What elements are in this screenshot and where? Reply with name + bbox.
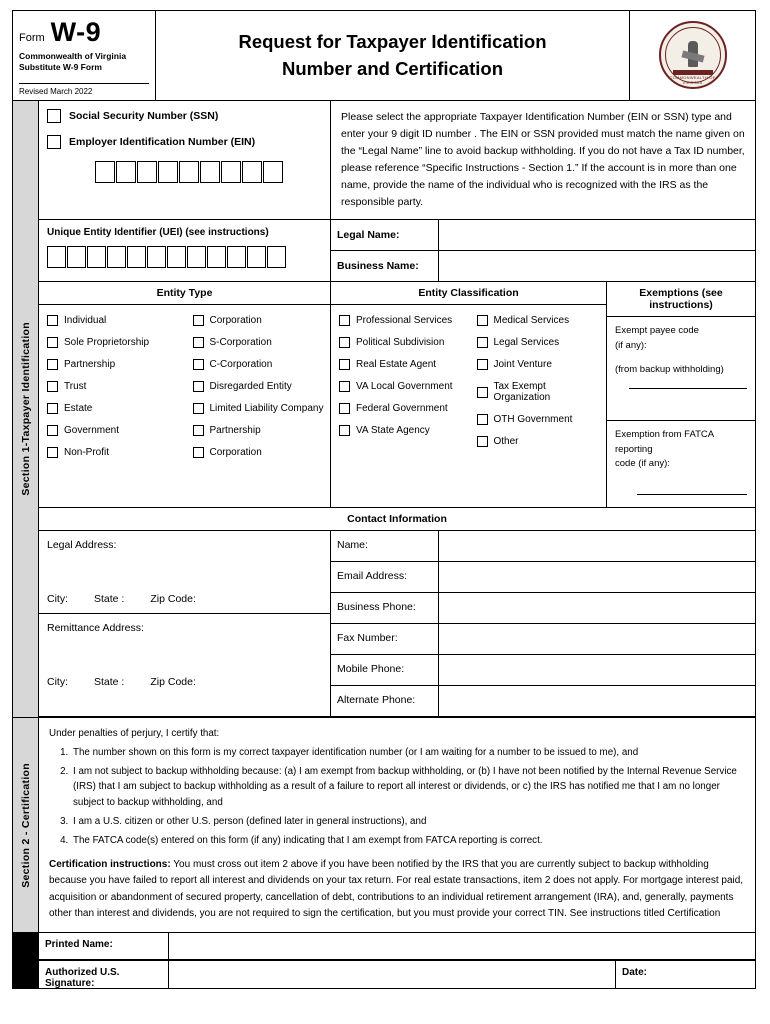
legal-address-field[interactable] xyxy=(39,531,330,589)
entity-class-label: Joint Venture xyxy=(493,359,552,371)
uei-digit-cell[interactable] xyxy=(127,246,146,268)
certification-text xyxy=(39,718,755,932)
certification-instructions-text: You must cross out item 2 above if you have been notified by the IRS that you are currently subject to backup withholding because you have failed to report all interest and dividends on your tax return. For real estate transactions, item 2 does not apply. For mortgage interest paid, acquisition or abandonment of secured property, cancellation of debt, contributions to an individual retirement arrangement (IRA), and, generally, payments other than interest and dividends, you are not required to sign the certification, but you must provide your correct TIN. See instructions titled Certification xyxy=(49,859,744,919)
entity-type-option[interactable] xyxy=(39,442,185,464)
form-word: Form xyxy=(19,32,45,44)
contact-business-phone-label: Business Phone: xyxy=(331,593,439,623)
checkbox-icon[interactable] xyxy=(477,436,488,447)
entity-type-label: Non-Profit xyxy=(64,447,110,459)
entity-type-option[interactable] xyxy=(185,442,331,464)
ssn-label: Social Security Number (SSN) xyxy=(69,109,219,122)
fatca-line2: code (if any): xyxy=(615,458,670,470)
contact-fax-row xyxy=(331,624,755,655)
checkbox-icon[interactable] xyxy=(477,414,488,425)
tin-digit-cell[interactable] xyxy=(158,161,178,183)
form-title-line2: Number and Certification xyxy=(282,58,503,80)
uei-digit-cell[interactable] xyxy=(267,246,286,268)
entity-type-option[interactable] xyxy=(39,310,185,332)
entity-classification-options xyxy=(331,305,606,459)
entity-class-option[interactable] xyxy=(331,398,469,420)
exempt-payee-line2: (if any): xyxy=(615,339,647,351)
signature-strip xyxy=(13,961,39,988)
uei-digit-cell[interactable] xyxy=(107,246,126,268)
header-form-info xyxy=(13,11,156,100)
tin-digit-cell[interactable] xyxy=(116,161,136,183)
entity-class-option[interactable] xyxy=(331,332,469,354)
zip-label: Zip Code: xyxy=(150,592,196,605)
contact-information-section xyxy=(39,508,755,717)
business-name-label: Business Name: xyxy=(331,251,439,281)
form-container xyxy=(12,10,756,989)
checkbox-icon[interactable] xyxy=(47,381,58,392)
city-label: City: xyxy=(47,592,68,605)
entity-class-label: Federal Government xyxy=(356,403,448,415)
printed-name-row xyxy=(13,932,755,960)
legal-name-label: Legal Name: xyxy=(331,220,439,250)
signature-row xyxy=(13,960,755,988)
checkbox-icon[interactable] xyxy=(47,447,58,458)
uei-row xyxy=(39,220,755,282)
city-label: City: xyxy=(47,675,68,688)
header-title-block xyxy=(156,11,629,100)
tin-digit-cell[interactable] xyxy=(200,161,220,183)
tin-digit-cell[interactable] xyxy=(179,161,199,183)
checkbox-icon[interactable] xyxy=(339,425,350,436)
section2-content xyxy=(39,718,755,932)
remittance-address-city-row[interactable] xyxy=(39,672,330,696)
entity-class-col-left xyxy=(331,310,469,453)
entity-class-label: Legal Services xyxy=(493,337,560,349)
entity-class-label: VA Local Government xyxy=(356,381,453,393)
tin-digit-cell[interactable] xyxy=(95,161,115,183)
form-header xyxy=(13,11,755,101)
contact-fax-label: Fax Number: xyxy=(331,624,439,654)
entity-type-option[interactable] xyxy=(39,398,185,420)
entity-class-label: Professional Services xyxy=(356,315,453,327)
entity-classification-header: Entity Classification xyxy=(331,282,606,305)
entity-type-label: Sole Proprietorship xyxy=(64,337,150,349)
section2-strip-label: Section 2 - Certification xyxy=(19,762,32,888)
certification-instructions-label: Certification instructions: xyxy=(49,859,171,871)
uei-digit-cell[interactable] xyxy=(207,246,226,268)
certification-item: 4. The FATCA code(s) entered on this form (if any) indicating that I am exempt from FATCA reporting is correct. xyxy=(71,833,745,848)
checkbox-icon[interactable] xyxy=(47,359,58,370)
checkbox-icon[interactable] xyxy=(339,315,350,326)
contact-fields-column xyxy=(331,531,755,716)
header-subtitle-line2: Substitute W-9 Form xyxy=(19,62,102,73)
checkbox-icon[interactable] xyxy=(47,315,58,326)
entity-type-option[interactable] xyxy=(185,420,331,442)
contact-information-body xyxy=(39,531,755,717)
entity-class-label: Tax Exempt Organization xyxy=(493,381,551,404)
entity-class-option[interactable] xyxy=(469,409,607,431)
exempt-payee-line1: Exempt payee code xyxy=(615,324,699,336)
checkbox-icon[interactable] xyxy=(339,359,350,370)
contact-name-input[interactable] xyxy=(439,531,755,561)
certification-item: 1. The number shown on this form is my correct taxpayer identification number (or I am waiting for a number to be issued to me), and xyxy=(71,745,745,760)
contact-information-header: Contact Information xyxy=(39,508,755,531)
signature-strip xyxy=(13,933,39,959)
entity-type-option[interactable] xyxy=(185,398,331,420)
legal-address-label: Legal Address: xyxy=(47,538,117,551)
printed-name-label: Printed Name: xyxy=(39,933,169,959)
entity-classification-block xyxy=(331,282,607,507)
fatca-write-line[interactable] xyxy=(637,494,747,495)
remittance-address-label: Remittance Address: xyxy=(47,621,144,634)
contact-mobile-input[interactable] xyxy=(439,655,755,685)
entity-type-option[interactable] xyxy=(39,332,185,354)
contact-email-row xyxy=(331,562,755,593)
section1-strip-label: Section 1-Taxpayer Identification xyxy=(19,322,32,496)
ssn-option[interactable] xyxy=(47,109,322,123)
entity-class-option[interactable] xyxy=(469,376,607,409)
entity-type-label: Estate xyxy=(64,403,93,415)
entity-type-header: Entity Type xyxy=(39,282,330,305)
section2-strip xyxy=(13,718,39,932)
form-identifier xyxy=(19,17,149,48)
entity-class-label: Political Subdivision xyxy=(356,337,445,349)
checkbox-icon[interactable] xyxy=(477,315,488,326)
uei-digit-cell[interactable] xyxy=(247,246,266,268)
certification-item: 2. I am not subject to backup withholding because: (a) I am exempt from backup withholding, or (b) I have not been notified by the Internal Revenue Service (IRS) that I am subject to backup withholding as a result of a failure to report all interest or dividends, or c) the IRS has notified me that I am no longer subject to backup withholding, and xyxy=(71,764,745,810)
entity-type-option[interactable] xyxy=(185,332,331,354)
checkbox-icon[interactable] xyxy=(193,425,204,436)
entity-class-label: Real Estate Agent xyxy=(356,359,437,371)
checkbox-icon[interactable] xyxy=(477,387,488,398)
state-label: State : xyxy=(94,675,125,688)
entity-type-label: C-Corporation xyxy=(209,359,273,371)
entity-type-label: Government xyxy=(64,425,120,437)
exempt-payee-write-line[interactable] xyxy=(629,388,747,389)
uei-digit-cell[interactable] xyxy=(187,246,206,268)
address-column xyxy=(39,531,331,716)
contact-alternate-label: Alternate Phone: xyxy=(331,686,439,716)
checkbox-icon[interactable] xyxy=(193,315,204,326)
entity-type-label: Partnership xyxy=(209,425,261,437)
entity-type-block xyxy=(39,282,331,507)
section1-content xyxy=(39,101,755,717)
state-label: State : xyxy=(94,592,125,605)
uei-digit-cell[interactable] xyxy=(47,246,66,268)
uei-label: Unique Entity Identifier (UEI) (see instructions) xyxy=(47,226,269,238)
uei-digit-cell[interactable] xyxy=(87,246,106,268)
signature-input[interactable] xyxy=(169,961,615,988)
certification-item: 3. I am a U.S. citizen or other U.S. person (defined later in general instructions), and xyxy=(71,814,745,829)
contact-name-label: Name: xyxy=(331,531,439,561)
form-number: W-9 xyxy=(50,17,102,47)
checkbox-icon[interactable] xyxy=(47,337,58,348)
date-label: Date: xyxy=(615,961,755,988)
entity-type-option[interactable] xyxy=(39,376,185,398)
contact-alternate-row xyxy=(331,686,755,716)
checkbox-icon[interactable] xyxy=(339,337,350,348)
remittance-address-field[interactable] xyxy=(39,614,330,672)
seal-caption: COMMONWEALTH OF VIRGINIA xyxy=(669,75,716,86)
ssn-checkbox[interactable] xyxy=(47,109,61,123)
entity-class-option[interactable] xyxy=(469,332,607,354)
section2-row xyxy=(13,717,755,932)
signature-label: Authorized U.S. Signature: xyxy=(39,961,169,988)
entity-type-col-right xyxy=(185,310,331,464)
ein-option[interactable] xyxy=(47,135,322,149)
exemptions-block xyxy=(607,282,755,507)
contact-mobile-row xyxy=(331,655,755,686)
uei-digit-cell[interactable] xyxy=(67,246,86,268)
tin-digit-cell[interactable] xyxy=(137,161,157,183)
certification-lead: Under penalties of perjury, I certify that: xyxy=(49,727,220,739)
tin-digit-cell[interactable] xyxy=(221,161,241,183)
contact-email-label: Email Address: xyxy=(331,562,439,592)
checkbox-icon[interactable] xyxy=(477,337,488,348)
entity-type-label: S-Corporation xyxy=(209,337,272,349)
contact-fax-input[interactable] xyxy=(439,624,755,654)
tin-digit-boxes[interactable] xyxy=(95,161,322,183)
ein-checkbox[interactable] xyxy=(47,135,61,149)
checkbox-icon[interactable] xyxy=(193,403,204,414)
entity-class-label: OTH Government xyxy=(493,414,573,426)
exemptions-header: Exemptions (see instructions) xyxy=(607,282,755,317)
virginia-seal-icon xyxy=(659,21,727,89)
exempt-payee-line3: (from backup withholding) xyxy=(615,364,724,376)
entity-class-col-right xyxy=(469,310,607,453)
contact-business-phone-row xyxy=(331,593,755,624)
business-name-input[interactable] xyxy=(439,251,755,281)
tin-row xyxy=(39,101,755,220)
legal-name-input[interactable] xyxy=(439,220,755,250)
entity-type-label: Limited Liability Company xyxy=(209,403,324,415)
certification-list xyxy=(53,745,745,848)
fatca-exemption-field[interactable] xyxy=(607,421,755,507)
contact-alternate-input[interactable] xyxy=(439,686,755,716)
certification-instructions xyxy=(49,857,745,922)
name-fields xyxy=(331,220,755,281)
entity-class-option[interactable] xyxy=(331,376,469,398)
uei-digit-cell[interactable] xyxy=(167,246,186,268)
tin-instructions: Please select the appropriate Taxpayer Identification Number (EIN or SSN) type and enter your 9 digit ID number . The EIN or SSN provided must match the name given on the “Legal Name” line to avoid backup withholding. If you do not have a Tax ID number, please reference “Specific Instructions - Section 1.” If the account is in more than one name, provide the name of the individual who is recognized with the IRS as the responsible party. xyxy=(341,110,745,208)
checkbox-icon[interactable] xyxy=(47,403,58,414)
contact-name-row xyxy=(331,531,755,562)
header-subtitle-line1: Commonwealth of Virginia xyxy=(19,51,127,61)
entity-type-option[interactable] xyxy=(39,420,185,442)
ein-label: Employer Identification Number (EIN) xyxy=(69,135,256,148)
checkbox-icon[interactable] xyxy=(339,381,350,392)
entity-row xyxy=(39,282,755,508)
checkbox-icon[interactable] xyxy=(193,447,204,458)
form-title-line1: Request for Taxpayer Identification xyxy=(238,30,547,52)
entity-type-option[interactable] xyxy=(39,354,185,376)
zip-label: Zip Code: xyxy=(150,675,196,688)
printed-name-input[interactable] xyxy=(169,933,755,959)
exempt-payee-code-field[interactable] xyxy=(607,317,755,421)
uei-digit-cell[interactable] xyxy=(227,246,246,268)
entity-type-label: Disregarded Entity xyxy=(209,381,292,393)
entity-class-option[interactable] xyxy=(469,431,607,453)
entity-class-option[interactable] xyxy=(469,310,607,332)
legal-name-row xyxy=(331,220,755,251)
entity-class-option[interactable] xyxy=(331,310,469,332)
checkbox-icon[interactable] xyxy=(193,337,204,348)
uei-block xyxy=(39,220,331,281)
header-revision-date: Revised March 2022 xyxy=(19,83,149,96)
entity-class-label: Other xyxy=(493,436,519,448)
checkbox-icon[interactable] xyxy=(193,381,204,392)
entity-type-label: Trust xyxy=(64,381,87,393)
uei-digit-cell[interactable] xyxy=(147,246,166,268)
entity-type-option[interactable] xyxy=(185,376,331,398)
entity-class-option[interactable] xyxy=(331,420,469,442)
entity-class-option[interactable] xyxy=(469,354,607,376)
contact-email-input[interactable] xyxy=(439,562,755,592)
section1-row xyxy=(13,101,755,717)
header-seal-area xyxy=(629,11,755,100)
entity-type-option[interactable] xyxy=(185,354,331,376)
entity-type-label: Corporation xyxy=(209,447,262,459)
entity-class-option[interactable] xyxy=(331,354,469,376)
checkbox-icon[interactable] xyxy=(339,403,350,414)
entity-type-label: Individual xyxy=(64,315,107,327)
entity-class-label: Medical Services xyxy=(493,315,570,327)
entity-class-label: VA State Agency xyxy=(356,425,430,437)
entity-type-options xyxy=(39,305,330,470)
tin-digit-cell[interactable] xyxy=(263,161,283,183)
checkbox-icon[interactable] xyxy=(193,359,204,370)
header-subtitle xyxy=(19,51,149,74)
contact-business-phone-input[interactable] xyxy=(439,593,755,623)
business-name-row xyxy=(331,251,755,281)
section1-strip xyxy=(13,101,39,717)
uei-digit-boxes[interactable] xyxy=(47,246,322,268)
tin-digit-cell[interactable] xyxy=(242,161,262,183)
fatca-line1: Exemption from FATCA reporting xyxy=(615,428,714,455)
checkbox-icon[interactable] xyxy=(477,359,488,370)
entity-type-col-left xyxy=(39,310,185,464)
contact-mobile-label: Mobile Phone: xyxy=(331,655,439,685)
tin-selection-block xyxy=(39,101,331,219)
checkbox-icon[interactable] xyxy=(47,425,58,436)
entity-type-label: Corporation xyxy=(209,315,262,327)
entity-type-label: Partnership xyxy=(64,359,116,371)
entity-type-option[interactable] xyxy=(185,310,331,332)
legal-address-city-row[interactable] xyxy=(39,589,330,614)
